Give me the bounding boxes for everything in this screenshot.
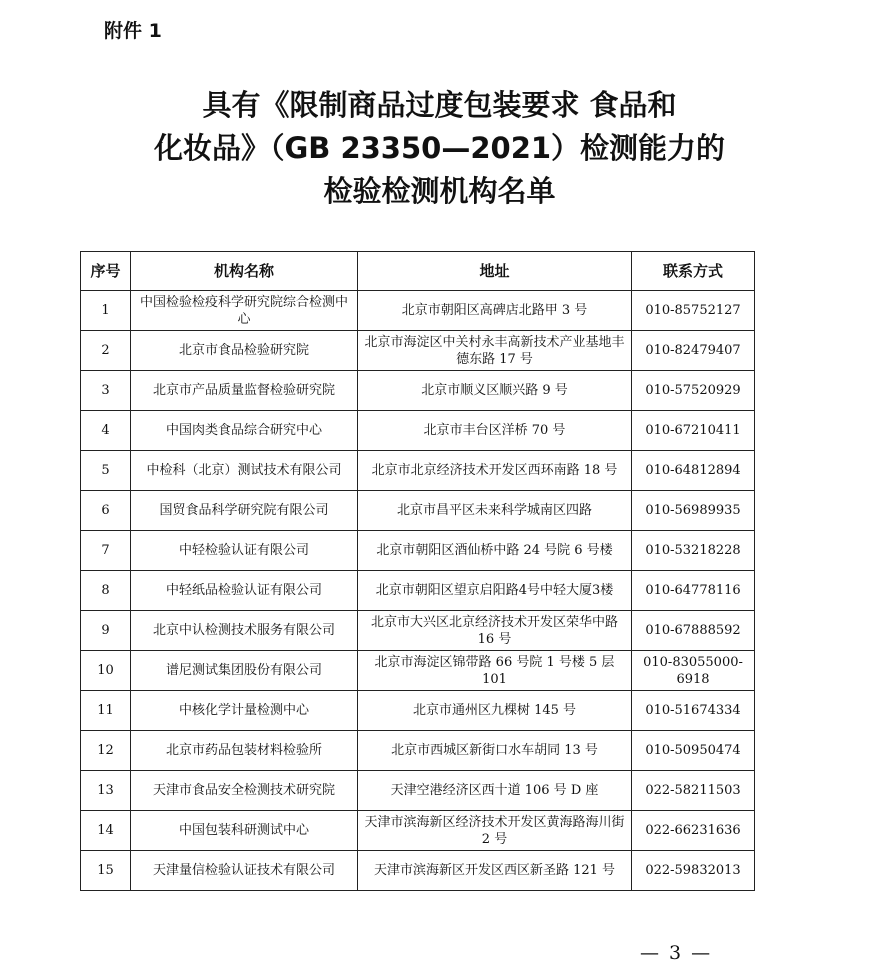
cell-phone: 010-64812894 bbox=[632, 451, 755, 491]
cell-no: 1 bbox=[81, 291, 131, 331]
cell-address: 天津空港经济区西十道 106 号 D 座 bbox=[358, 771, 632, 811]
table-row bbox=[81, 291, 755, 331]
cell-name: 中核化学计量检测中心 bbox=[131, 691, 358, 731]
cell-no: 14 bbox=[81, 811, 131, 851]
header-address: 地址 bbox=[358, 252, 632, 291]
cell-address: 北京市北京经济技术开发区西环南路 18 号 bbox=[358, 451, 632, 491]
cell-name: 北京中认检测技术服务有限公司 bbox=[131, 611, 358, 651]
cell-no: 6 bbox=[81, 491, 131, 531]
cell-address: 北京市大兴区北京经济技术开发区荣华中路 16 号 bbox=[358, 611, 632, 651]
table-row bbox=[81, 411, 755, 451]
table-row bbox=[81, 691, 755, 731]
table-row bbox=[81, 571, 755, 611]
cell-no: 12 bbox=[81, 731, 131, 771]
cell-name: 中国检验检疫科学研究院综合检测中心 bbox=[131, 291, 358, 331]
cell-address: 北京市海淀区中关村永丰高新技术产业基地丰德东路 17 号 bbox=[358, 331, 632, 371]
cell-address: 天津市滨海新区开发区西区新圣路 121 号 bbox=[358, 851, 632, 891]
cell-name: 北京市产品质量监督检验研究院 bbox=[131, 371, 358, 411]
cell-phone: 010-85752127 bbox=[632, 291, 755, 331]
cell-name: 中国包装科研测试中心 bbox=[131, 811, 358, 851]
cell-phone: 010-56989935 bbox=[632, 491, 755, 531]
cell-name: 北京市药品包装材料检验所 bbox=[131, 731, 358, 771]
cell-no: 8 bbox=[81, 571, 131, 611]
institution-table bbox=[80, 251, 755, 891]
cell-no: 11 bbox=[81, 691, 131, 731]
page-number: — 3 — bbox=[640, 942, 713, 964]
cell-phone: 010-67888592 bbox=[632, 611, 755, 651]
cell-name: 中轻纸品检验认证有限公司 bbox=[131, 571, 358, 611]
table-row bbox=[81, 771, 755, 811]
table-row bbox=[81, 531, 755, 571]
cell-address: 北京市朝阳区望京启阳路4号中轻大厦3楼 bbox=[358, 571, 632, 611]
attachment-label: 附件 1 bbox=[104, 20, 162, 42]
table-row bbox=[81, 491, 755, 531]
cell-no: 13 bbox=[81, 771, 131, 811]
cell-no: 5 bbox=[81, 451, 131, 491]
cell-address: 北京市通州区九棵树 145 号 bbox=[358, 691, 632, 731]
header-no: 序号 bbox=[81, 252, 131, 291]
cell-phone: 010-82479407 bbox=[632, 331, 755, 371]
cell-no: 9 bbox=[81, 611, 131, 651]
cell-address: 北京市丰台区洋桥 70 号 bbox=[358, 411, 632, 451]
cell-name: 天津量信检验认证技术有限公司 bbox=[131, 851, 358, 891]
cell-name: 中检科（北京）测试技术有限公司 bbox=[131, 451, 358, 491]
cell-phone: 010-67210411 bbox=[632, 411, 755, 451]
cell-name: 北京市食品检验研究院 bbox=[131, 331, 358, 371]
cell-phone: 010-64778116 bbox=[632, 571, 755, 611]
table-row bbox=[81, 811, 755, 851]
cell-address: 北京市昌平区未来科学城南区四路 bbox=[358, 491, 632, 531]
cell-phone: 010-53218228 bbox=[632, 531, 755, 571]
title-line-3: 检验检测机构名单 bbox=[323, 174, 556, 208]
document-title bbox=[0, 84, 879, 213]
cell-no: 15 bbox=[81, 851, 131, 891]
cell-address: 北京市海淀区锦带路 66 号院 1 号楼 5 层 101 bbox=[358, 651, 632, 691]
table-row bbox=[81, 851, 755, 891]
cell-no: 10 bbox=[81, 651, 131, 691]
table-row bbox=[81, 371, 755, 411]
cell-no: 7 bbox=[81, 531, 131, 571]
cell-name: 中轻检验认证有限公司 bbox=[131, 531, 358, 571]
header-contact: 联系方式 bbox=[632, 252, 755, 291]
cell-no: 4 bbox=[81, 411, 131, 451]
cell-name: 天津市食品安全检测技术研究院 bbox=[131, 771, 358, 811]
cell-phone: 022-58211503 bbox=[632, 771, 755, 811]
cell-phone: 022-59832013 bbox=[632, 851, 755, 891]
cell-no: 3 bbox=[81, 371, 131, 411]
cell-phone: 010-51674334 bbox=[632, 691, 755, 731]
table-row bbox=[81, 651, 755, 691]
cell-name: 中国肉类食品综合研究中心 bbox=[131, 411, 358, 451]
cell-phone: 010-50950474 bbox=[632, 731, 755, 771]
cell-address: 北京市朝阳区酒仙桥中路 24 号院 6 号楼 bbox=[358, 531, 632, 571]
table-row bbox=[81, 611, 755, 651]
table-row bbox=[81, 731, 755, 771]
cell-name: 谱尼测试集团股份有限公司 bbox=[131, 651, 358, 691]
title-line-2: 化妆品》（GB 23350—2021）检测能力的 bbox=[153, 131, 726, 165]
cell-no: 2 bbox=[81, 331, 131, 371]
title-line-1: 具有《限制商品过度包装要求 食品和 bbox=[202, 88, 677, 122]
cell-phone: 010-57520929 bbox=[632, 371, 755, 411]
cell-address: 天津市滨海新区经济技术开发区黄海路海川街 2 号 bbox=[358, 811, 632, 851]
cell-address: 北京市顺义区顺兴路 9 号 bbox=[358, 371, 632, 411]
cell-address: 北京市西城区新街口水车胡同 13 号 bbox=[358, 731, 632, 771]
cell-phone: 010-83055000-6918 bbox=[632, 651, 755, 691]
cell-name: 国贸食品科学研究院有限公司 bbox=[131, 491, 358, 531]
table-header-row bbox=[81, 252, 755, 291]
table-row bbox=[81, 331, 755, 371]
table-row bbox=[81, 451, 755, 491]
cell-address: 北京市朝阳区高碑店北路甲 3 号 bbox=[358, 291, 632, 331]
header-name: 机构名称 bbox=[131, 252, 358, 291]
cell-phone: 022-66231636 bbox=[632, 811, 755, 851]
